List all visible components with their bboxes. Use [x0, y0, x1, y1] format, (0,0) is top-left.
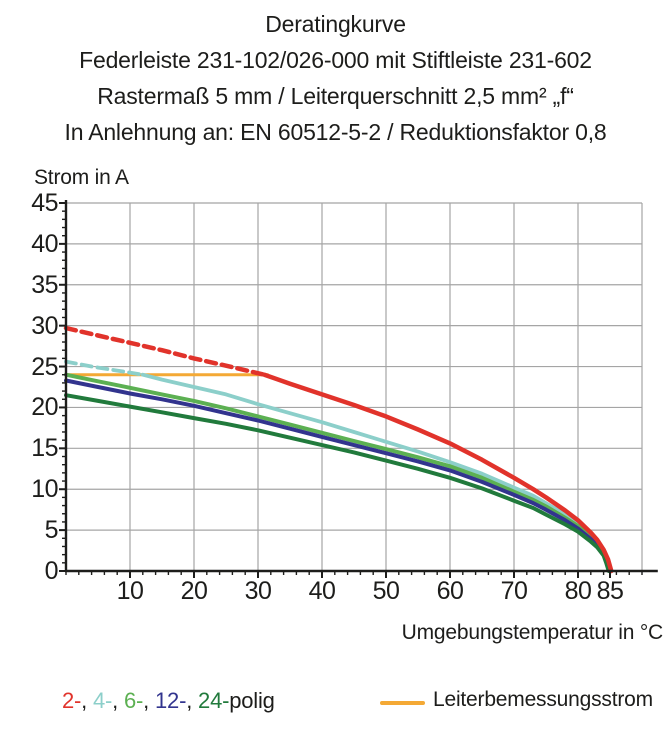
legend-entry-24-polig: 24-	[198, 688, 230, 713]
legend-suffix-polig: polig	[229, 688, 275, 713]
y-tick-label-25: 25	[31, 352, 58, 381]
legend-pole-counts	[62, 688, 275, 714]
y-tick-label-0: 0	[44, 557, 58, 585]
x-tick-label-60: 60	[436, 577, 464, 605]
reference-line-swatch	[380, 701, 425, 705]
series-curve-4-polig-dashed	[66, 362, 143, 375]
legend-entry-4-polig: 4-	[93, 688, 113, 713]
legend-separator: ,	[81, 688, 93, 713]
y-tick-label-35: 35	[31, 270, 58, 299]
y-tick-label-30: 30	[31, 311, 58, 340]
x-tick-label-10: 10	[116, 577, 144, 605]
y-tick-label-15: 15	[31, 434, 58, 463]
y-axis-title: Strom in A	[34, 166, 129, 189]
chart-title: Deratingkurve	[265, 11, 406, 37]
legend-separator: ,	[143, 688, 155, 713]
legend-entry-6-polig: 6-	[124, 688, 144, 713]
series-curve-6-polig	[66, 375, 609, 571]
y-tick-label-20: 20	[31, 393, 58, 422]
y-tick-label-5: 5	[44, 516, 58, 545]
x-tick-label-20: 20	[180, 577, 208, 605]
legend-entry-12-polig: 12-	[155, 688, 187, 713]
x-tick-label-70: 70	[500, 577, 528, 605]
x-tick-label-85: 85	[596, 577, 624, 605]
y-tick-label-10: 10	[31, 475, 58, 504]
reference-line-label: Leiterbemessungsstrom	[433, 688, 653, 711]
x-tick-label-30: 30	[244, 577, 272, 605]
legend-separator: ,	[186, 688, 199, 713]
legend-separator: ,	[112, 688, 124, 713]
legend-entry-2-polig: 2-	[62, 688, 82, 713]
x-tick-label-40: 40	[308, 577, 336, 605]
chart-subtitle-spec: Rastermaß 5 mm / Leiterquerschnitt 2,5 mm² „f“	[97, 83, 574, 109]
x-tick-label-80: 80	[564, 577, 592, 605]
y-tick-label-40: 40	[31, 229, 58, 258]
chart-subtitle-parts: Federleiste 231-102/026-000 mit Stiftleiste 231-602	[79, 47, 592, 73]
x-tick-label-50: 50	[372, 577, 400, 605]
x-axis-title: Umgebungstemperatur in °C	[401, 621, 663, 644]
y-tick-label-45: 45	[31, 188, 58, 217]
chart-subtitle-norm: In Anlehnung an: EN 60512-5-2 / Reduktionsfaktor 0,8	[64, 119, 607, 145]
